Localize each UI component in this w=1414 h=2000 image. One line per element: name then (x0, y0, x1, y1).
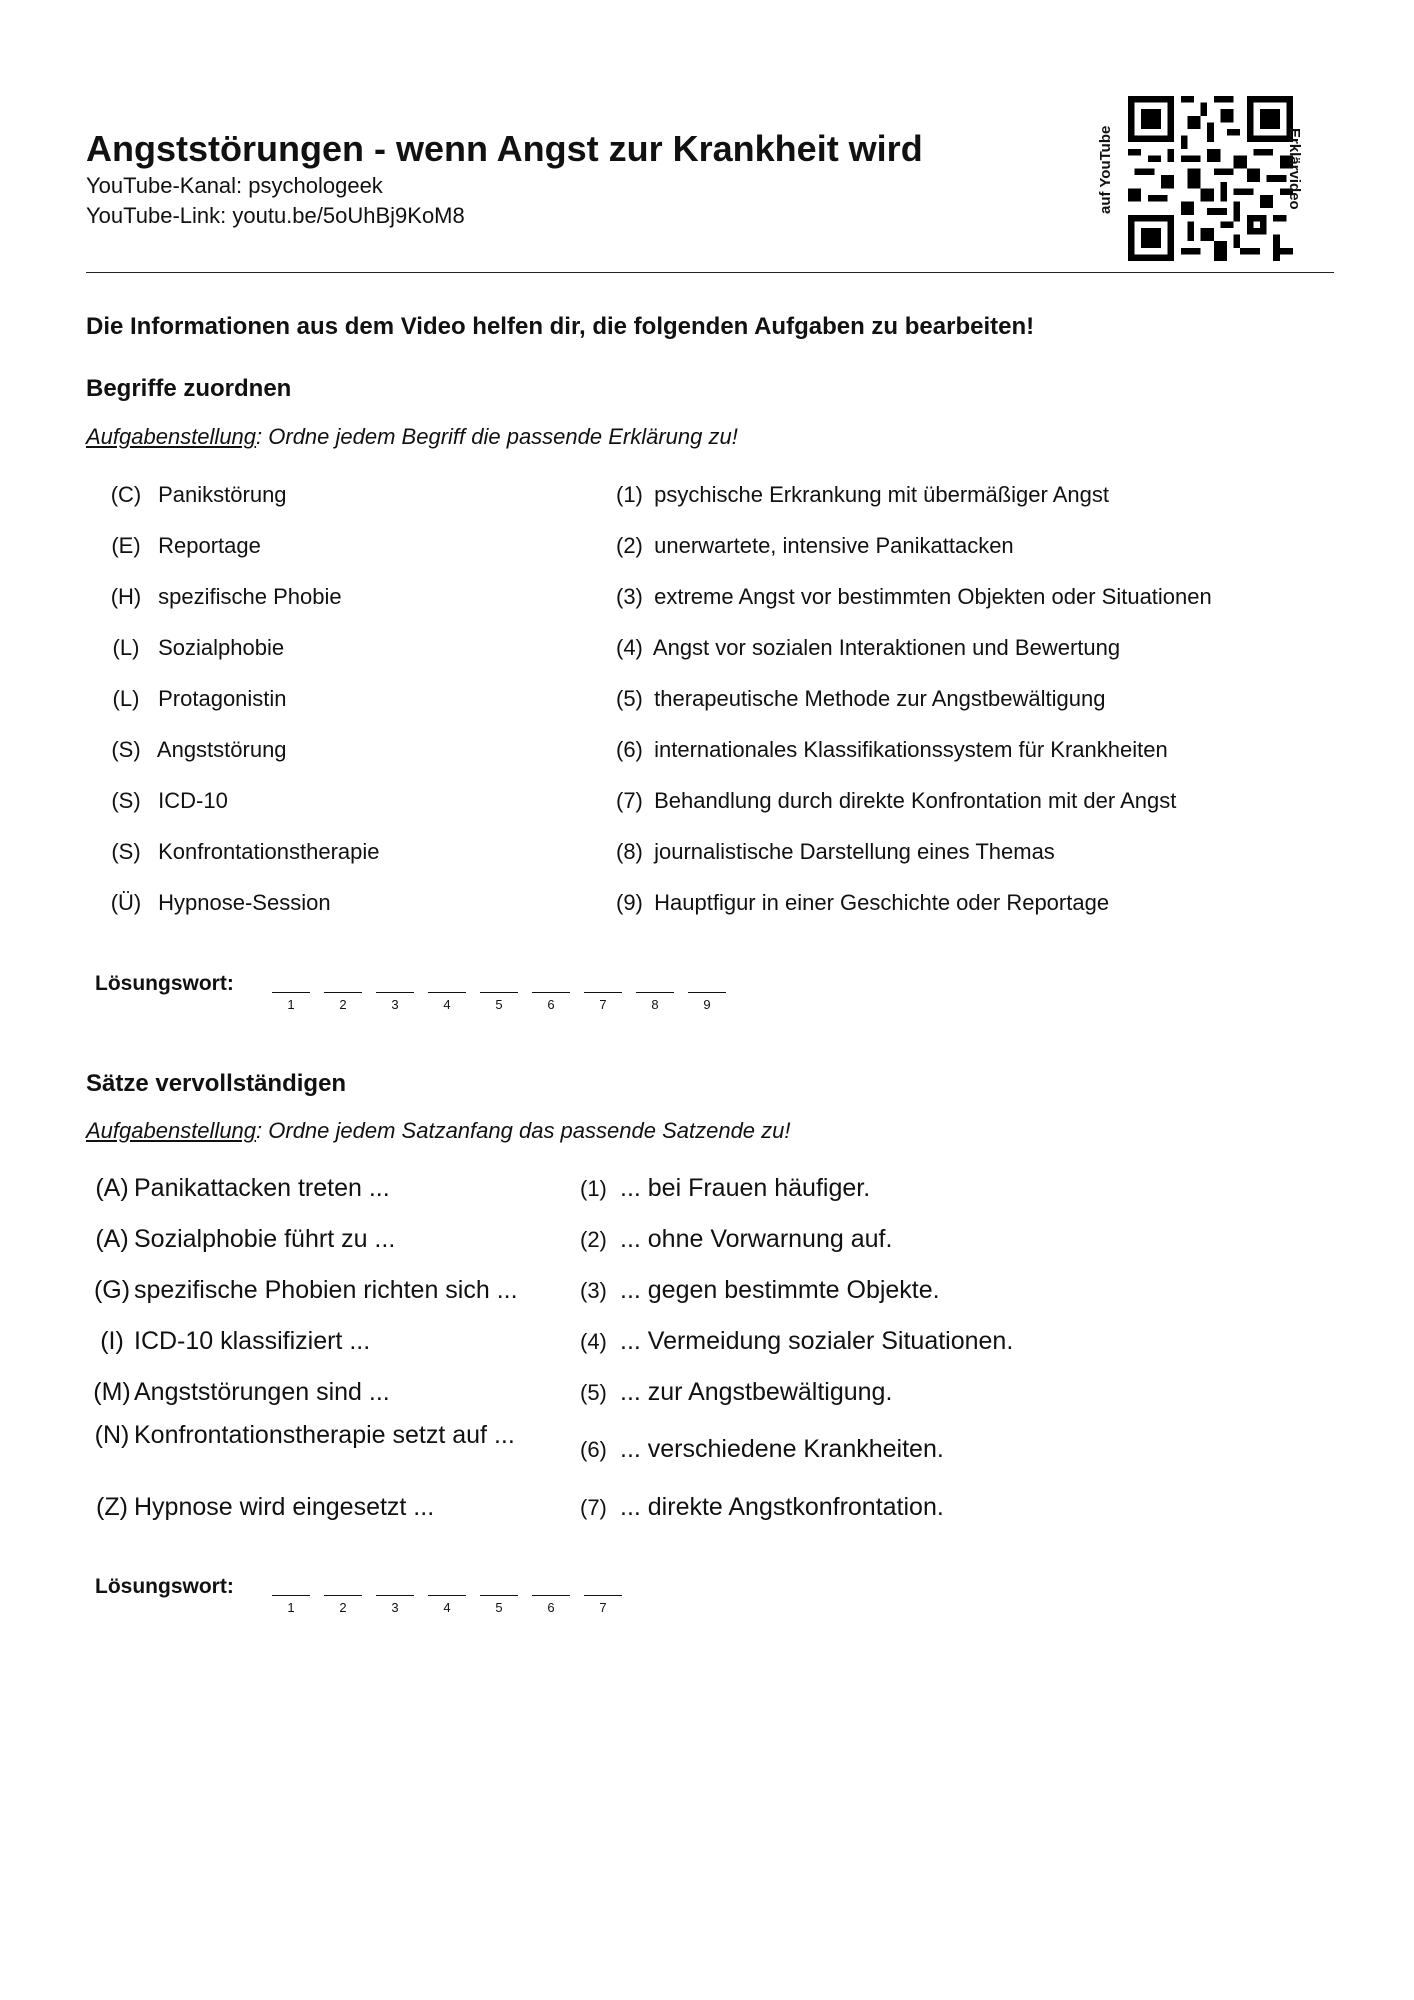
solution-slot[interactable]: 3 (376, 992, 414, 1012)
definition-text: therapeutische Methode zur Angstbewältigung (654, 686, 1106, 711)
solution-slots-2 (272, 1595, 636, 1615)
start-text: Sozialphobie führt zu ... (134, 1225, 396, 1253)
solution-label-1: Lösungswort: (95, 972, 234, 995)
header-divider (86, 272, 1334, 273)
term-row (100, 839, 380, 865)
term-row (100, 482, 287, 508)
definition-row (616, 533, 1014, 559)
end-number: (1) (580, 1176, 607, 1201)
definition-number: (9) (616, 890, 643, 915)
instruction-begriffe (86, 424, 738, 450)
solution-slot[interactable]: 7 (584, 1595, 622, 1615)
term-row (100, 890, 331, 916)
end-number: (3) (580, 1278, 607, 1303)
definition-number: (5) (616, 686, 643, 711)
sentence-start-row (90, 1276, 518, 1305)
end-number: (2) (580, 1227, 607, 1252)
definition-number: (2) (616, 533, 643, 558)
definition-number: (3) (616, 584, 643, 609)
sentence-end-row (580, 1174, 870, 1203)
start-text: Konfrontationstherapie setzt auf ... (134, 1421, 515, 1450)
definition-number: (4) (616, 635, 643, 660)
solution-slot[interactable]: 1 (272, 992, 310, 1012)
end-number: (7) (580, 1495, 607, 1520)
qr-label-youtube: auf YouTube (1097, 125, 1114, 214)
solution-slot[interactable]: 5 (480, 1595, 518, 1615)
sentence-start-row (90, 1174, 390, 1203)
definition-text: Angst vor sozialen Interaktionen und Bewertung (652, 635, 1121, 660)
solution-slots-1 (272, 992, 740, 1012)
definition-row (616, 635, 1120, 661)
term-code: (L) (112, 686, 140, 711)
end-number: (4) (580, 1329, 607, 1354)
term-row (100, 584, 342, 610)
solution-slot[interactable]: 2 (324, 992, 362, 1012)
solution-slot[interactable]: 6 (532, 992, 570, 1012)
start-code: (A) (95, 1174, 129, 1202)
definition-row (616, 584, 1212, 610)
end-number: (5) (580, 1380, 607, 1405)
solution-slot[interactable]: 6 (532, 1595, 570, 1615)
term-code: (H) (110, 584, 142, 609)
instruction-text: : Ordne jedem Satzanfang das passende Satzende zu! (256, 1118, 791, 1143)
term-code: (Ü) (110, 890, 142, 915)
term-row (100, 788, 228, 814)
definition-text: journalistische Darstellung eines Themas (654, 839, 1055, 864)
definition-number: (7) (616, 788, 643, 813)
start-code: (G) (93, 1276, 131, 1304)
sentence-end-row (580, 1276, 940, 1305)
term-text: spezifische Phobie (158, 584, 342, 609)
term-code: (S) (111, 839, 141, 864)
definition-row (616, 839, 1055, 865)
solution-slot[interactable]: 3 (376, 1595, 414, 1615)
qr-code-block (1095, 94, 1320, 264)
youtube-channel: YouTube-Kanal: psychologeek (86, 173, 383, 198)
instruction-saetze (86, 1118, 791, 1144)
end-text: ... direkte Angstkonfrontation. (620, 1493, 944, 1521)
qr-code-icon[interactable] (1128, 96, 1293, 261)
solution-slot[interactable]: 2 (324, 1595, 362, 1615)
end-text: ... zur Angstbewältigung. (620, 1378, 893, 1406)
definition-number: (6) (616, 737, 643, 762)
term-code: (S) (111, 788, 141, 813)
sentence-end-row (580, 1225, 892, 1254)
term-text: Hypnose-Session (158, 890, 331, 915)
term-text: Angststörung (156, 737, 287, 762)
term-text: ICD-10 (158, 788, 228, 813)
start-code: (I) (100, 1327, 124, 1355)
qr-label-erklaervideo: Erklärvideo (1286, 128, 1303, 210)
term-text: Sozialphobie (158, 635, 285, 660)
end-text: ... gegen bestimmte Objekte. (620, 1276, 940, 1304)
start-code: (N) (94, 1420, 130, 1449)
end-number: (6) (580, 1437, 607, 1462)
definition-text: internationales Klassifikationssystem für Krankheiten (654, 737, 1168, 762)
instruction-label: Aufgabenstellung (86, 1118, 257, 1143)
definition-row (616, 890, 1109, 916)
solution-slot[interactable]: 8 (636, 992, 674, 1012)
solution-slot[interactable]: 4 (428, 992, 466, 1012)
start-code: (Z) (96, 1493, 128, 1521)
sentence-start-row (90, 1225, 395, 1254)
solution-slot[interactable]: 5 (480, 992, 518, 1012)
definition-number: (8) (616, 839, 643, 864)
youtube-link[interactable]: YouTube-Link: youtu.be/5oUhBj9KoM8 (86, 203, 465, 228)
definition-row (616, 788, 1176, 814)
sentence-start-row (90, 1493, 434, 1522)
end-text: ... bei Frauen häufiger. (620, 1174, 871, 1202)
sentence-end-row (580, 1435, 944, 1464)
sentence-start-row (90, 1378, 390, 1407)
term-code: (S) (111, 737, 141, 762)
term-row (100, 533, 261, 559)
start-text: spezifische Phobien richten sich ... (134, 1276, 518, 1304)
solution-slot[interactable]: 9 (688, 992, 726, 1012)
definition-text: Hauptfigur in einer Geschichte oder Reportage (654, 890, 1110, 915)
end-text: ... Vermeidung sozialer Situationen. (620, 1327, 1014, 1355)
definition-text: Behandlung durch direkte Konfrontation mit der Angst (654, 788, 1177, 813)
section-title-saetze: Sätze vervollständigen (86, 1070, 347, 1097)
start-text: Angststörungen sind ... (134, 1378, 390, 1406)
definition-text: extreme Angst vor bestimmten Objekten oder Situationen (654, 584, 1212, 609)
term-text: Protagonistin (158, 686, 287, 711)
start-code: (M) (93, 1378, 131, 1406)
start-text: Hypnose wird eingesetzt ... (134, 1493, 435, 1521)
solution-slot[interactable]: 1 (272, 1595, 310, 1615)
term-text: Konfrontationstherapie (158, 839, 380, 864)
solution-slot[interactable]: 7 (584, 992, 622, 1012)
term-code: (C) (110, 482, 142, 507)
start-text: Panikattacken treten ... (134, 1174, 390, 1202)
end-text: ... verschiedene Krankheiten. (620, 1435, 944, 1463)
instruction-text: : Ordne jedem Begriff die passende Erklärung zu! (256, 424, 738, 449)
definition-row (616, 482, 1109, 508)
sentence-end-row (580, 1327, 1013, 1356)
term-row (100, 686, 287, 712)
definition-row (616, 686, 1105, 712)
instruction-label: Aufgabenstellung (86, 424, 257, 449)
term-row (100, 737, 287, 763)
sentence-end-row (580, 1378, 892, 1407)
term-text: Reportage (158, 533, 261, 558)
definition-number: (1) (616, 482, 643, 507)
definition-row (616, 737, 1168, 763)
sentence-start-row (90, 1327, 370, 1356)
definition-text: psychische Erkrankung mit übermäßiger Angst (654, 482, 1109, 507)
sentence-start-row (90, 1420, 564, 1450)
section-title-begriffe: Begriffe zuordnen (86, 375, 292, 402)
end-text: ... ohne Vorwarnung auf. (620, 1225, 893, 1253)
term-row (100, 635, 284, 661)
term-code: (E) (111, 533, 141, 558)
term-code: (L) (112, 635, 140, 660)
sentence-end-row (580, 1493, 944, 1522)
start-text: ICD-10 klassifiziert ... (134, 1327, 371, 1355)
solution-label-2: Lösungswort: (95, 1575, 234, 1598)
intro-text: Die Informationen aus dem Video helfen dir, die folgenden Aufgaben zu bearbeiten! (86, 313, 1035, 340)
start-code: (A) (95, 1225, 129, 1253)
worksheet-header (86, 127, 923, 231)
solution-slot[interactable]: 4 (428, 1595, 466, 1615)
page-title: Angststörungen - wenn Angst zur Krankheit wird (86, 128, 923, 169)
term-text: Panikstörung (158, 482, 287, 507)
definition-text: unerwartete, intensive Panikattacken (654, 533, 1014, 558)
